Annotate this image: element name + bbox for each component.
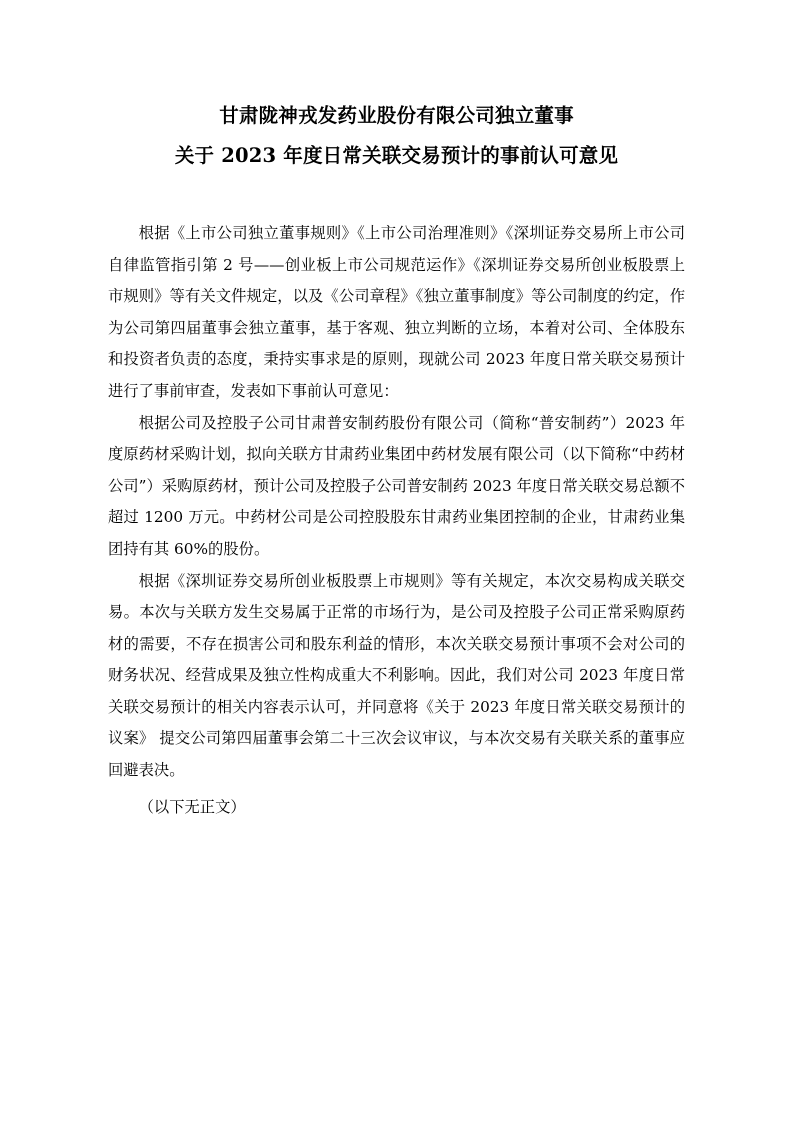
paragraph-3: 根据《深圳证券交易所创业板股票上市规则》等有关规定，本次交易构成关联交易。本次与关联方发生交易属于正常的市场行为，是公司及控股子公司正常采购原药材的需要，不存在损害公司和股东利益的情形，本次关联交易预计事项不会对公司的财务状况、经营成果及独立性构成重大不利影响。因此，我们对公司 2023 年度日常关联交易预计的相关内容表示认可，并同意将《关于 2023 年度日常关联交易预计的议案》 提交公司第四届董事会第二十三次会议审议，与本次交易有关联关系的董事应回避表决。 [108, 571, 685, 779]
closing-note: （以下无正文） [138, 798, 246, 816]
page-title [108, 96, 685, 176]
page-title-line-2: 关于 2023 年度日常关联交易预计的事前认可意见 [174, 144, 619, 167]
paragraph-1: 根据《上市公司独立董事规则》《上市公司治理准则》《深圳证券交易所上市公司自律监管指引第 2 号——创业板上市公司规范运作》《深圳证券交易所创业板股票上市规则》等有关文件规定，以及《公司章程》《独立董事制度》等公司制度的约定，作为公司第四届董事会独立董事，基于客观、独立判断的立场，本着对公司、全体股东和投资者负责的态度，秉持实事求是的原则，现就公司 2023 年度日常关联交易预计进行了事前审查，发表如下事前认可意见： [108, 224, 685, 400]
document-body [108, 218, 685, 824]
paragraph-2: 根据公司及控股子公司甘肃普安制药股份有限公司（简称“普安制药”）2023 年度原药材采购计划，拟向关联方甘肃药业集团中药材发展有限公司（以下简称“中药材公司”）采购原药材，预计公司及控股子公司普安制药 2023 年度日常关联交易总额不超过 1200 万元。中药材公司是公司控股股东甘肃药业集团控制的企业，甘肃药业集团持有其 60%的股份。 [108, 413, 685, 558]
page-title-line-1: 甘肃陇神戎发药业股份有限公司独立董事 [219, 104, 574, 127]
title-spacer [108, 180, 685, 218]
